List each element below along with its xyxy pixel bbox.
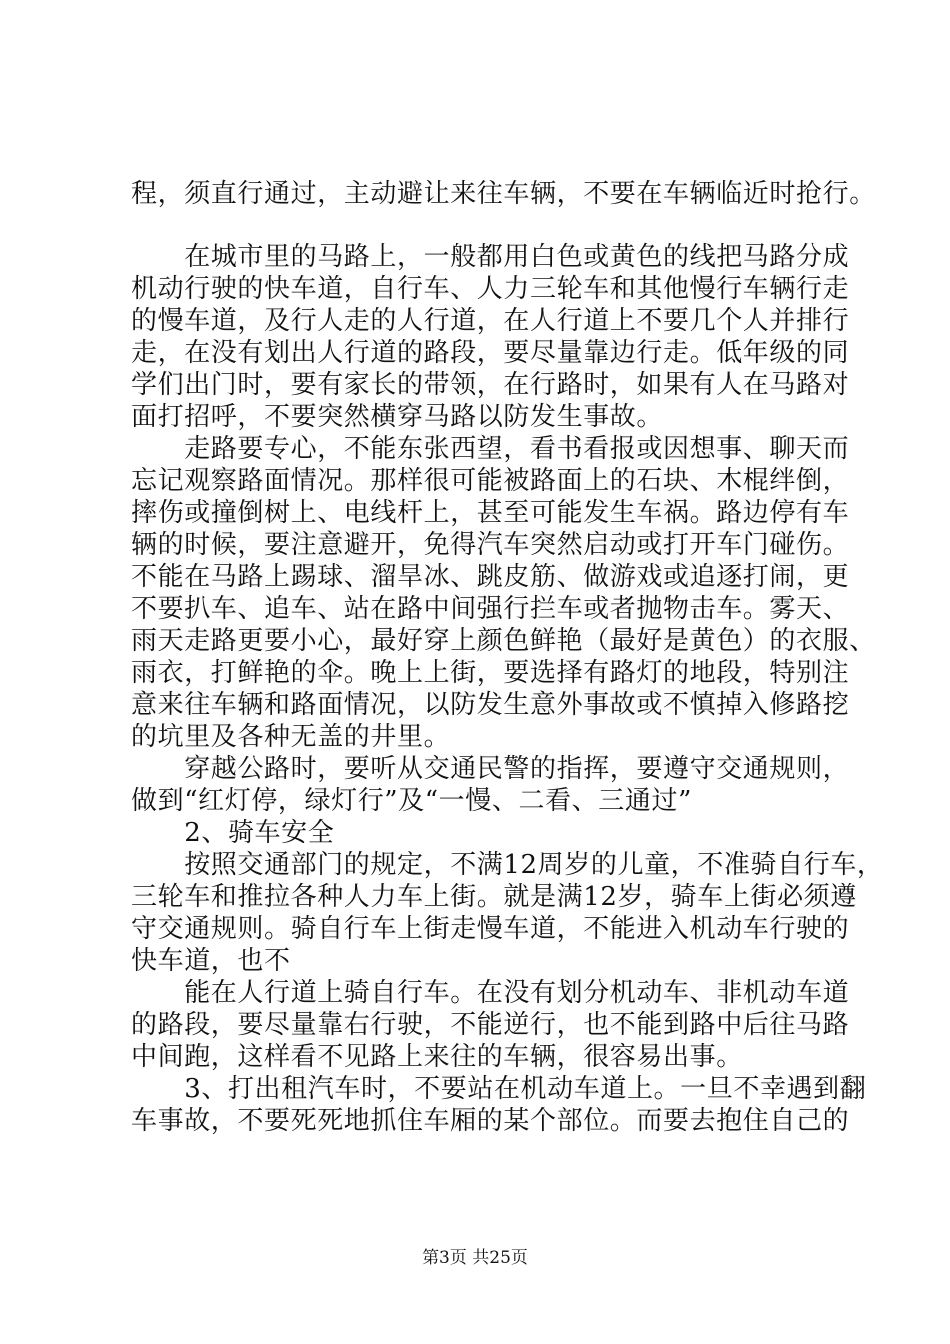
text-line: 走，在没有划出人行道的路段，要尽量靠边行走。低年级的同 (131, 338, 850, 368)
text-line: 不要扒车、追车、站在路中间强行拦车或者抛物击车。雾天、 (131, 594, 850, 624)
text-line: 3、打出租汽车时，不要站在机动车道上。一旦不幸遇到翻 (131, 1074, 867, 1104)
text-line: 做到“红灯停，绿灯行”及“一慢、二看、三通过” (131, 786, 692, 816)
page-number: 第3页 共25页 (422, 1248, 528, 1268)
text-line: 在城市里的马路上，一般都用白色或黄色的线把马路分成 (131, 242, 850, 272)
text-line: 学们出门时，要有家长的带领，在行路时，如果有人在马路对 (131, 370, 850, 400)
text-line: 雨天走路更要小心，最好穿上颜色鲜艳（最好是黄色）的衣服、 (131, 626, 876, 656)
text-line: 中间跑，这样看不见路上来往的车辆，很容易出事。 (131, 1042, 743, 1072)
text-line: 的慢车道，及行人走的人行道，在人行道上不要几个人并排行 (131, 306, 850, 336)
text-line: 三轮车和推拉各种人力车上街。就是满12岁，骑车上街必须遵 (131, 882, 857, 912)
text-line: 的坑里及各种无盖的井里。 (131, 722, 451, 752)
text-line: 穿越公路时，要听从交通民警的指挥，要遵守交通规则， (131, 754, 850, 784)
text-line: 守交通规则。骑自行车上街走慢车道，不能进入机动车行驶的 (131, 914, 850, 944)
text-line: 雨衣，打鲜艳的伞。晚上上街，要选择有路灯的地段，特别注 (131, 658, 850, 688)
text-line: 快车道，也不 (131, 946, 291, 976)
text-line: 辆的时候，要注意避开，免得汽车突然启动或打开车门碰伤。 (131, 530, 850, 560)
text-line: 忘记观察路面情况。那样很可能被路面上的石块、木棍绊倒， (131, 466, 850, 496)
text-line: 能在人行道上骑自行车。在没有划分机动车、非机动车道 (131, 978, 850, 1008)
text-line: 意来往车辆和路面情况，以防发生意外事故或不慎掉入修路挖 (131, 690, 850, 720)
text-line: 面打招呼，不要突然横穿马路以防发生事故。 (131, 402, 664, 432)
text-line: 程，须直行通过，主动避让来往车辆，不要在车辆临近时抢行。 (131, 179, 876, 209)
text-line: 的路段，要尽量靠右行驶，不能逆行，也不能到路中后往马路 (131, 1010, 850, 1040)
text-line: 按照交通部门的规定，不满12周岁的儿童，不准骑自行车， (131, 850, 884, 880)
text-line: 不能在马路上踢球、溜旱冰、跳皮筋、做游戏或追逐打闹，更 (131, 562, 850, 592)
text-line: 走路要专心，不能东张西望，看书看报或因想事、聊天而 (131, 434, 850, 464)
text-line: 摔伤或撞倒树上、电线杆上，甚至可能发生车祸。路边停有车 (131, 498, 850, 528)
section-heading: 2、骑车安全 (131, 818, 335, 848)
text-line: 车事故，不要死死地抓住车厢的某个部位。而要去抱住自己的 (131, 1106, 850, 1136)
text-line: 机动行驶的快车道，自行车、人力三轮车和其他慢行车辆行走 (131, 274, 850, 304)
